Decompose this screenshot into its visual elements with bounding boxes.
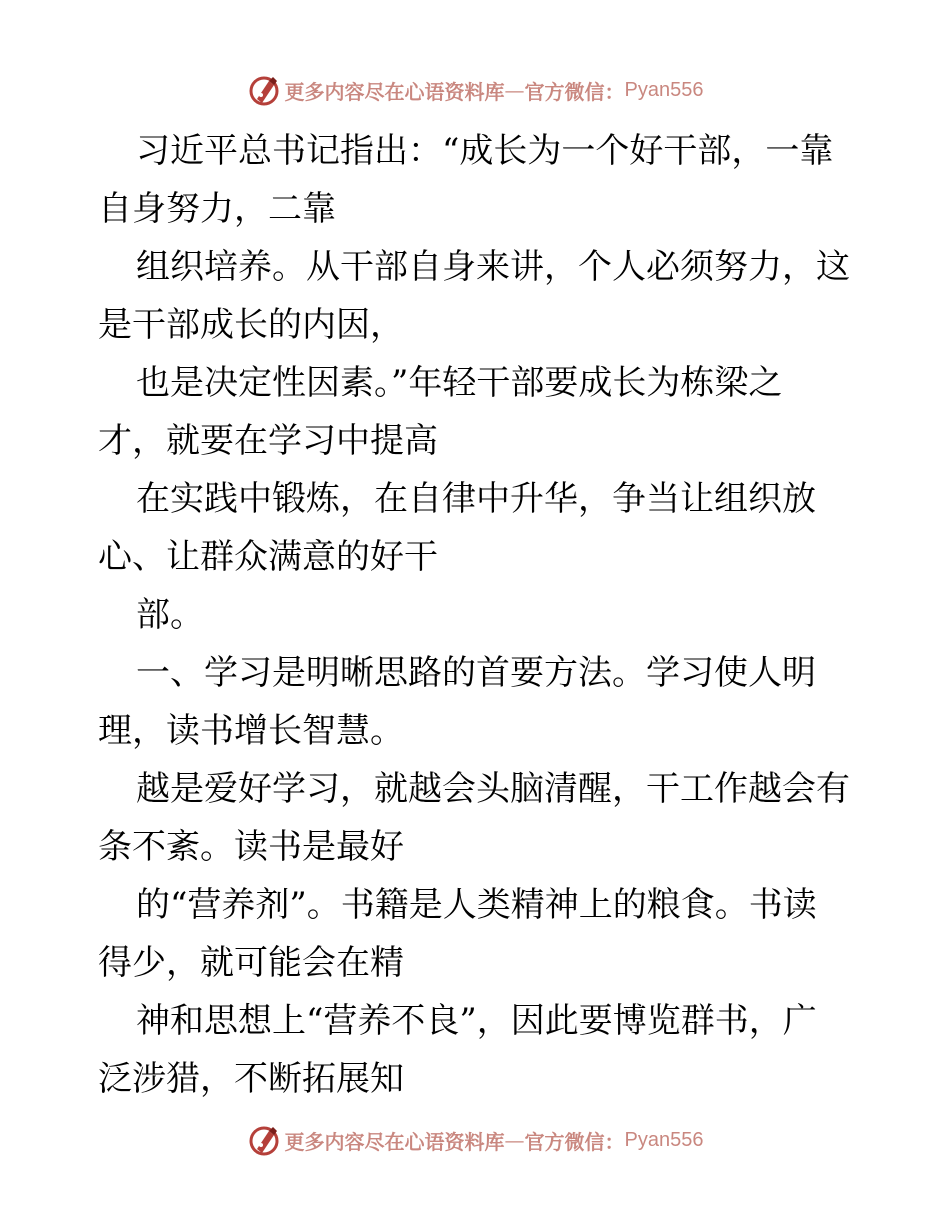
text-line: 越是爱好学习，就越会头脑清醒，干工作越会有	[136, 769, 850, 809]
banner-text: 更多内容尽在心语资料库	[284, 79, 505, 104]
text-line: 条不紊。读书是最好	[98, 827, 404, 867]
text-line: 一、学习是明晰思路的首要方法。学习使人明	[136, 653, 816, 693]
text-line: 理，读书增长智慧。	[98, 711, 404, 751]
banner-separator: —	[504, 78, 525, 102]
text-line: 得少，就可能会在精	[98, 943, 404, 983]
banner-handle: Pyan556	[624, 1128, 704, 1151]
text-line: 神和思想上“营养不良”，因此要博览群书，广	[136, 1001, 817, 1041]
header-watermark-banner	[0, 70, 950, 110]
footer-watermark-banner	[0, 1120, 950, 1160]
pen-nib-logo-icon	[247, 1123, 281, 1157]
text-line: 心、让群众满意的好干	[98, 537, 438, 577]
text-line: 部。	[136, 595, 204, 635]
banner-text: 更多内容尽在心语资料库	[284, 1129, 505, 1154]
text-line: 习近平总书记指出：“成长为一个好干部，一靠	[136, 131, 834, 171]
banner-suffix: 官方微信：	[524, 1129, 625, 1154]
banner-handle: Pyan556	[624, 78, 704, 101]
pen-nib-logo-icon	[247, 73, 281, 107]
text-line: 组织培养。从干部自身来讲，个人必须努力，这	[136, 247, 850, 287]
document-body	[98, 122, 858, 1108]
text-line: 才，就要在学习中提高	[98, 421, 438, 461]
text-line: 也是决定性因素。”年轻干部要成长为栋梁之	[136, 363, 783, 403]
text-line: 的“营养剂”。书籍是人类精神上的粮食。书读	[136, 885, 817, 925]
text-line: 自身努力，二靠	[98, 189, 336, 229]
text-line: 是干部成长的内因，	[98, 305, 404, 345]
banner-suffix: 官方微信：	[524, 79, 625, 104]
banner-separator: —	[504, 1128, 525, 1152]
text-line: 在实践中锻炼，在自律中升华，争当让组织放	[136, 479, 816, 519]
text-line: 泛涉猎，不断拓展知	[98, 1059, 404, 1099]
